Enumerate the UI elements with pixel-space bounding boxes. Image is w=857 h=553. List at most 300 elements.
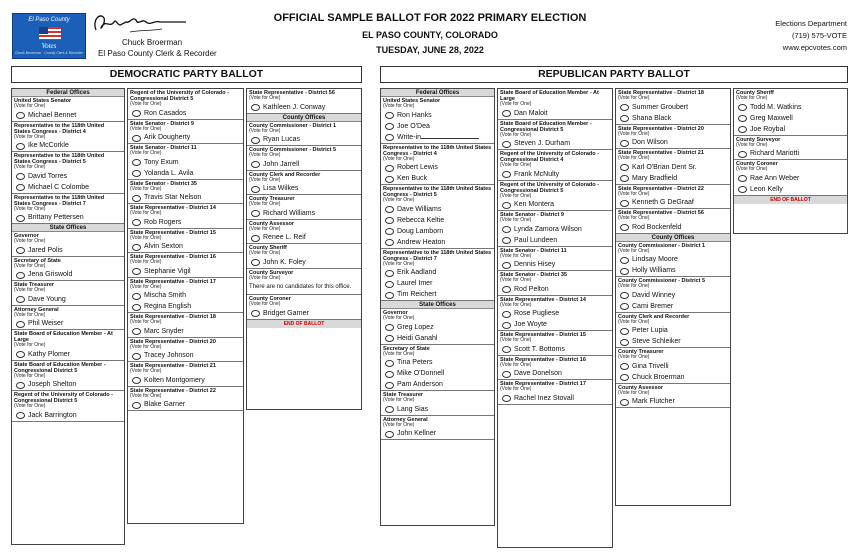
race-representative-to-the-118th-united-states-congress-district-7: [12, 194, 124, 225]
vote-for-one-label: (Vote for One): [500, 217, 532, 223]
vote-for-one-label: (Vote for One): [500, 277, 532, 283]
vote-for-one-label: (Vote for One): [500, 361, 532, 368]
race-title: State Representative - District 16: [130, 254, 216, 260]
candidate-option[interactable]: Tony Exum: [130, 157, 241, 168]
race-state-representative-district-18: [128, 313, 243, 338]
race-title: State Senator - District 35: [500, 272, 567, 278]
vote-for-one-label: (Vote for One): [14, 372, 46, 379]
candidate-option[interactable]: Yolanda L. Avila: [130, 168, 241, 179]
democratic-ballot-banner: DEMOCRATIC PARTY BALLOT: [11, 66, 362, 83]
race-title: Representative to the 118th United States Congress - District 4: [383, 144, 492, 157]
vote-for-one-label: (Vote for One): [500, 252, 532, 259]
race-title: State Board of Education Member - Congressional District 5: [14, 361, 106, 374]
race-title: Attorney General: [14, 306, 59, 313]
candidate-option[interactable]: Karl O'Brian Dent Sr.: [618, 162, 728, 173]
race-state-senator-district-9: [498, 211, 612, 247]
candidate-option[interactable]: Ken Montera: [500, 199, 610, 210]
dem-ballot-column-2: [127, 88, 244, 524]
race-secretary-of-state: [381, 345, 494, 392]
vote-for-one-label: (Vote for One): [383, 260, 415, 267]
candidate-option[interactable]: Bridget Garner: [249, 308, 359, 319]
race-title: Representative to the 118th United States Congress - District 7: [383, 249, 492, 262]
race-title: County Sheriff: [249, 245, 287, 251]
race-title: State Representative - District 15: [500, 332, 586, 338]
race-title: State Board of Education Member - At Large: [14, 331, 113, 343]
county-logo: [12, 13, 86, 59]
race-attorney-general: [12, 306, 124, 331]
race-title: County Treasurer: [618, 349, 664, 355]
candidate-option[interactable]: Ron Hanks: [383, 110, 492, 121]
race-title: United States Senator: [14, 98, 72, 104]
end-of-ballot-label: END OF BALLOT: [247, 320, 361, 328]
candidate-option[interactable]: Cami Bremer: [618, 301, 728, 312]
phone-number: (719) 575-VOTE: [791, 31, 847, 40]
candidate-option[interactable]: Joe Roybal: [736, 124, 845, 135]
candidate-option[interactable]: Laurel Imer: [383, 278, 492, 289]
candidate-option[interactable]: Don Wilson: [618, 137, 728, 148]
race-state-representative-district-56: [616, 209, 730, 234]
race-state-senator-district-35: [128, 180, 243, 205]
vote-for-one-label: (Vote for One): [618, 130, 650, 137]
vote-for-one-label: (Vote for One): [618, 155, 650, 161]
candidate-option[interactable]: Robert Lewis: [383, 162, 492, 173]
vote-for-one-label: (Vote for One): [14, 287, 46, 293]
ballot-county: EL PASO COUNTY, COLORADO: [362, 30, 498, 40]
candidate-option[interactable]: Leon Kelly: [736, 184, 845, 195]
race-title: County Assessor: [618, 384, 664, 391]
race-title: Attorney General: [383, 416, 428, 423]
candidate-option[interactable]: Tracey Johnson: [130, 350, 241, 361]
candidate-option[interactable]: Dennis Hisey: [500, 259, 610, 270]
race-title: County Clerk and Recorder: [618, 313, 690, 320]
candidate-option[interactable]: Jared Polis: [14, 245, 122, 256]
race-title: State Board of Education Member - At Large: [500, 90, 599, 102]
race-county-surveyor: [247, 269, 361, 296]
race-county-treasurer: [616, 348, 730, 384]
vote-for-one-label: (Vote for One): [14, 103, 46, 109]
vote-for-one-label: (Vote for One): [500, 131, 532, 138]
race-title: County Commissioner - District 1: [618, 242, 706, 249]
race-title: County Commissioner - District 1: [249, 122, 337, 129]
vote-for-one-label: (Vote for One): [249, 176, 281, 183]
race-title: Governor: [14, 233, 39, 239]
race-county-commissioner-district-1: [247, 122, 361, 147]
candidate-option[interactable]: Ryan Lucas: [249, 134, 359, 145]
candidate-option[interactable]: Rob Rogers: [130, 217, 241, 228]
section-header-county-offices: County Offices: [616, 234, 730, 242]
candidate-option[interactable]: Renee L. Reif: [249, 232, 359, 243]
race-title: State Representative - District 18: [130, 314, 216, 320]
candidate-option[interactable]: Greg Maxwell: [736, 113, 845, 124]
race-state-representative-district-56: [247, 89, 361, 114]
vote-for-one-label: (Vote for One): [130, 210, 162, 216]
race-title: State Representative - District 20: [618, 125, 704, 132]
race-state-board-of-education-member-at-large: [12, 330, 124, 361]
race-title: Governor: [383, 310, 408, 316]
vote-for-one-label: (Vote for One): [383, 155, 415, 162]
vote-for-one-label: (Vote for One): [130, 319, 162, 325]
race-state-representative-district-22: [128, 387, 243, 412]
candidate-option[interactable]: Kathleen J. Conway: [249, 102, 359, 113]
candidate-option[interactable]: Joe O'Dea: [383, 121, 492, 132]
vote-for-one-label: (Vote for One): [130, 283, 162, 290]
candidate-option[interactable]: Scott T. Bottoms: [500, 344, 610, 355]
vote-for-one-label: (Vote for One): [130, 392, 162, 399]
race-county-commissioner-district-5: [616, 277, 730, 313]
vote-for-one-label: (Vote for One): [130, 368, 162, 374]
vote-for-one-label: (Vote for One): [736, 95, 768, 101]
race-state-representative-district-20: [616, 125, 730, 150]
logo-sub-text: Chuck Broerman · County Clerk & Recorder: [14, 51, 84, 55]
race-title: Representative to the 118th United States Congress - District 7: [14, 194, 105, 207]
vote-for-one-label: (Vote for One): [14, 133, 46, 140]
candidate-option[interactable]: Jena Griswold: [14, 269, 122, 280]
rep-ballot-column-1: [380, 88, 495, 526]
candidate-option[interactable]: Dave Williams: [383, 204, 492, 215]
race-title: State Representative - District 56: [249, 90, 335, 96]
candidate-option[interactable]: Andrew Heaton: [383, 237, 492, 248]
vote-for-one-label: (Vote for One): [249, 274, 281, 281]
candidate-option[interactable]: Frank McNulty: [500, 169, 610, 180]
candidate-option[interactable]: John Kellner: [383, 428, 492, 439]
candidate-option[interactable]: Tim Reichert: [383, 289, 492, 300]
race-state-board-of-education-member-congressional-district-5: [498, 120, 612, 151]
race-title: County Coroner: [736, 161, 778, 167]
race-title: County Surveyor: [736, 136, 781, 143]
vote-for-one-label: (Vote for One): [500, 101, 532, 107]
ballot-header: [0, 0, 857, 62]
write-in-line[interactable]: [421, 132, 479, 139]
elections-department: Elections Department: [775, 19, 847, 28]
race-title: State Senator - District 11: [130, 145, 197, 151]
race-united-states-senator: [12, 97, 124, 122]
vote-for-one-label: (Vote for One): [618, 318, 650, 325]
race-title: County Treasurer: [249, 196, 295, 202]
race-title: State Senator - District 9: [130, 120, 194, 127]
rep-ballot-column-3: [615, 88, 731, 506]
vote-for-one-label: (Vote for One): [618, 354, 650, 360]
race-state-board-of-education-member-at-large: [498, 89, 612, 120]
candidate-option[interactable]: Greg Lopez: [383, 322, 492, 333]
vote-for-one-label: (Vote for One): [14, 403, 46, 409]
vote-for-one-label: (Vote for One): [618, 190, 650, 197]
clerk-name: Chuck Broerman: [122, 38, 183, 47]
candidate-option[interactable]: Tina Peters: [383, 357, 492, 368]
ballot-title: OFFICIAL SAMPLE BALLOT FOR 2022 PRIMARY ELECTION: [273, 12, 587, 24]
race-state-representative-district-16: [498, 356, 612, 381]
candidate-option[interactable]: Doug Lamborn: [383, 226, 492, 237]
rep-ballot-column-2: [497, 88, 613, 548]
race-title: State Treasurer: [383, 392, 424, 398]
vote-for-one-label: (Vote for One): [14, 205, 46, 212]
vote-for-one-label: (Vote for One): [383, 397, 415, 403]
candidate-option[interactable]: David Torres: [14, 171, 122, 182]
race-regent-of-the-university-of-colorado-congressional-district-5: [498, 181, 612, 212]
race-representative-to-the-118th-united-states-congress-district-5: [12, 152, 124, 194]
candidate-option[interactable]: Dave Young: [14, 294, 122, 305]
race-title: State Representative - District 22: [618, 185, 704, 192]
candidate-option[interactable]: Marc Snyder: [130, 326, 241, 337]
race-representative-to-the-118th-united-states-congress-district-4: [12, 122, 124, 153]
candidate-option[interactable]: Dave Donelson: [500, 368, 610, 379]
race-state-representative-district-21: [128, 362, 243, 387]
candidate-option[interactable]: Lynda Zamora Wilson: [500, 224, 610, 235]
vote-for-one-label: (Vote for One): [618, 215, 650, 221]
race-county-clerk-and-recorder: [247, 171, 361, 196]
vote-for-one-label: (Vote for One): [14, 262, 46, 269]
vote-for-one-label: (Vote for One): [130, 125, 162, 132]
race-state-senator-district-9: [128, 120, 243, 145]
race-county-commissioner-district-5: [247, 146, 361, 171]
vote-for-one-label: (Vote for One): [383, 350, 415, 357]
race-title: State Representative - District 22: [130, 387, 216, 394]
race-title: Representative to the 118th United States Congress - District 4: [14, 122, 105, 135]
race-state-treasurer: [12, 281, 124, 306]
vote-for-one-label: (Vote for One): [130, 150, 162, 156]
race-state-senator-district-11: [498, 247, 612, 272]
race-title: State Representative - District 15: [130, 229, 216, 236]
candidate-option[interactable]: Rachel Inez Stovall: [500, 393, 610, 404]
ballot-date: TUESDAY, JUNE 28, 2022: [376, 45, 484, 55]
race-regent-of-the-university-of-colorado-congressional-district-5: [128, 89, 243, 120]
vote-for-one-label: (Vote for One): [249, 95, 281, 101]
no-candidates-note: There are no candidates for this office.: [249, 284, 352, 290]
race-title: County Commissioner - District 5: [249, 147, 337, 153]
race-united-states-senator: [381, 97, 494, 144]
vote-for-one-label: (Vote for One): [130, 234, 162, 241]
race-governor: [381, 309, 494, 345]
race-state-board-of-education-member-congressional-district-5: [12, 361, 124, 392]
race-title: Representative to the 118th United States Congress - District 5: [383, 186, 492, 198]
race-state-representative-district-17: [498, 380, 612, 405]
race-state-representative-district-17: [128, 278, 243, 314]
race-attorney-general: [381, 416, 494, 441]
candidate-option[interactable]: Alvin Sexton: [130, 241, 241, 252]
section-header-county-offices: County Offices: [247, 114, 361, 122]
section-header-state-offices: State Offices: [381, 301, 494, 309]
race-title: Regent of the University of Colorado - Congressional District 5: [130, 90, 230, 102]
candidate-option[interactable]: Blake Garner: [130, 399, 241, 410]
section-header-federal-offices: Federal Offices: [381, 89, 494, 97]
race-title: County Assessor: [249, 220, 295, 227]
vote-for-one-label: (Vote for One): [14, 311, 46, 318]
race-county-coroner: [734, 160, 847, 196]
race-county-assessor: [616, 384, 730, 409]
candidate-option[interactable]: Lang Sias: [383, 404, 492, 415]
candidate-option[interactable]: Rose Pugliese: [500, 308, 610, 319]
race-county-coroner: [247, 295, 361, 320]
candidate-option[interactable]: Stephanie Vigil: [130, 266, 241, 277]
race-county-surveyor: [734, 136, 847, 161]
clerk-title: El Paso County Clerk & Recorder: [98, 49, 217, 58]
candidate-option[interactable]: Summer Groubert: [618, 102, 728, 113]
race-county-clerk-and-recorder: [616, 313, 730, 349]
vote-for-one-label: (Vote for One): [130, 259, 162, 265]
candidate-option[interactable]: Pam Anderson: [383, 379, 492, 390]
vote-for-one-label: (Vote for One): [500, 337, 532, 343]
race-state-senator-district-11: [128, 144, 243, 180]
vote-for-one-label: (Vote for One): [618, 95, 650, 101]
vote-for-one-label: (Vote for One): [130, 185, 162, 192]
race-title: County Sheriff: [736, 90, 774, 96]
candidate-option[interactable]: Holly Williams: [618, 265, 728, 276]
candidate-option[interactable]: Richard Mariotti: [736, 148, 845, 159]
race-title: State Board of Education Member - Congressional District 5: [500, 120, 592, 133]
race-state-representative-district-15: [498, 331, 612, 356]
rep-ballot-column-4: [733, 88, 848, 234]
race-governor: [12, 232, 124, 257]
race-representative-to-the-118th-united-states-congress-district-4: [381, 144, 494, 186]
candidate-option[interactable]: Gina Trivelli: [618, 361, 728, 372]
logo-main-text: Votes: [41, 42, 57, 50]
vote-for-one-label: (Vote for One): [500, 162, 532, 168]
candidate-option[interactable]: Brittany Pettersen: [14, 212, 122, 223]
candidate-option[interactable]: Travis Star Nelson: [130, 192, 241, 203]
candidate-option[interactable]: Erik Aadland: [383, 267, 492, 278]
candidate-option[interactable]: Jack Barrington: [14, 410, 122, 421]
candidate-option[interactable]: Kathy Plomer: [14, 349, 122, 360]
candidate-option[interactable]: Richard Williams: [249, 208, 359, 219]
race-state-representative-district-14: [498, 296, 612, 332]
race-secretary-of-state: [12, 257, 124, 282]
race-state-senator-district-35: [498, 271, 612, 296]
vote-for-one-label: (Vote for One): [500, 386, 532, 392]
candidate-option[interactable]: Lisa Wilkes: [249, 183, 359, 194]
vote-for-one-label: (Vote for One): [249, 250, 281, 256]
candidate-option[interactable]: Kenneth G DeGraaf: [618, 197, 728, 208]
logo-top-text: El Paso County: [28, 17, 70, 23]
candidate-option[interactable]: Peter Lupia: [618, 325, 728, 336]
vote-for-one-label: (Vote for One): [130, 101, 162, 107]
race-county-sheriff: [734, 89, 847, 136]
end-of-ballot-label: END OF BALLOT: [734, 196, 847, 204]
race-title: State Treasurer: [14, 282, 55, 288]
candidate-option[interactable]: Michael C Colombe: [14, 182, 122, 193]
vote-for-one-label: (Vote for One): [249, 301, 281, 307]
dem-ballot-column-3: [246, 88, 362, 410]
race-county-sheriff: [247, 244, 361, 269]
candidate-option[interactable]: Paul Lundeen: [500, 235, 610, 246]
race-county-treasurer: [247, 195, 361, 220]
candidate-option[interactable]: Rod Pelton: [500, 284, 610, 295]
vote-for-one-label: (Vote for One): [383, 103, 415, 109]
vote-for-one-label: (Vote for One): [383, 315, 415, 321]
section-header-state-offices: State Offices: [12, 224, 124, 232]
candidate-option[interactable]: Mischa Smith: [130, 290, 241, 301]
race-title: State Representative - District 16: [500, 356, 586, 363]
race-title: State Representative - District 56: [618, 210, 704, 216]
vote-for-one-label: (Vote for One): [14, 238, 46, 244]
race-title: Regent of the University of Colorado - Congressional District 5: [14, 392, 114, 404]
vote-for-one-label: (Vote for One): [249, 127, 281, 134]
write-in-option[interactable]: [383, 132, 492, 143]
race-county-assessor: [247, 220, 361, 245]
race-title: Secretary of State: [14, 257, 61, 264]
candidate-option[interactable]: Heidi Ganahl: [383, 333, 492, 344]
race-state-representative-district-14: [128, 204, 243, 229]
candidate-option[interactable]: Phil Weiser: [14, 318, 122, 329]
race-title: State Senator - District 35: [130, 180, 197, 187]
dem-ballot-column-1: [11, 88, 125, 545]
candidate-option[interactable]: Kolten Montgomery: [130, 375, 241, 386]
race-title: State Representative - District 14: [130, 205, 216, 211]
vote-for-one-label: (Vote for One): [500, 192, 532, 199]
candidate-option[interactable]: Chuck Broerman: [618, 372, 728, 383]
race-regent-of-the-university-of-colorado-congressional-district-4: [498, 150, 612, 181]
race-regent-of-the-university-of-colorado-congressional-district-5: [12, 391, 124, 422]
race-county-commissioner-district-1: [616, 242, 730, 278]
race-title: Secretary of State: [383, 345, 430, 352]
vote-for-one-label: (Vote for One): [736, 141, 768, 148]
vote-for-one-label: (Vote for One): [249, 225, 281, 232]
race-title: State Representative - District 18: [618, 90, 704, 96]
section-header-federal-offices: Federal Offices: [12, 89, 124, 97]
race-title: State Representative - District 17: [500, 381, 586, 387]
clerk-signature: [90, 10, 190, 38]
race-title: State Representative - District 21: [130, 363, 216, 369]
race-state-representative-district-22: [616, 185, 730, 210]
race-title: County Surveyor: [249, 269, 294, 276]
vote-for-one-label: (Vote for One): [249, 201, 281, 207]
candidate-option[interactable]: Steve Schleiker: [618, 336, 728, 347]
vote-for-one-label: (Vote for One): [249, 152, 281, 158]
race-state-representative-district-16: [128, 253, 243, 278]
race-state-representative-district-20: [128, 338, 243, 363]
candidate-option[interactable]: Regina English: [130, 301, 241, 312]
candidate-option[interactable]: Rod Bockenfeld: [618, 222, 728, 233]
website-link[interactable]: www.epcvotes.com: [782, 43, 847, 52]
candidate-option[interactable]: Mary Bradfield: [618, 173, 728, 184]
candidate-option[interactable]: Joseph Shelton: [14, 379, 122, 390]
race-state-representative-district-15: [128, 229, 243, 254]
candidate-option[interactable]: Ken Buck: [383, 173, 492, 184]
vote-for-one-label: (Vote for One): [14, 342, 46, 348]
race-title: State Representative - District 20: [130, 338, 216, 345]
candidate-option[interactable]: David Winney: [618, 290, 728, 301]
race-title: United States Senator: [383, 98, 441, 104]
race-title: State Senator - District 9: [500, 212, 564, 218]
candidate-option[interactable]: Steven J. Durham: [500, 138, 610, 149]
candidate-option[interactable]: Arik Dougherty: [130, 132, 241, 143]
candidate-option[interactable]: Ron Casados: [130, 108, 241, 119]
candidate-option[interactable]: Rae Ann Weber: [736, 173, 845, 184]
candidate-option[interactable]: Joe Woyte: [500, 319, 610, 330]
candidate-option[interactable]: Michael Bennet: [14, 110, 122, 121]
candidate-option[interactable]: Mark Flutcher: [618, 396, 728, 407]
candidate-option[interactable]: John K. Foley: [249, 257, 359, 268]
race-representative-to-the-118th-united-states-congress-district-7: [381, 249, 494, 302]
flag-icon: [39, 27, 61, 40]
vote-for-one-label: (Vote for One): [14, 164, 46, 170]
candidate-option[interactable]: Shana Black: [618, 113, 728, 124]
candidate-option[interactable]: Lindsay Moore: [618, 254, 728, 265]
race-title: County Clerk and Recorder: [249, 171, 321, 178]
race-title: Regent of the University of Colorado - Congressional District 4: [500, 151, 600, 163]
race-title: County Coroner: [249, 296, 291, 302]
race-title: County Commissioner - District 5: [618, 278, 706, 284]
candidate-option[interactable]: Ike McCorkle: [14, 140, 122, 151]
vote-for-one-label: (Vote for One): [618, 247, 650, 254]
vote-for-one-label: (Vote for One): [383, 197, 415, 203]
candidate-option[interactable]: Mike O'Donnell: [383, 368, 492, 379]
republican-ballot-banner: REPUBLICAN PARTY BALLOT: [380, 66, 848, 83]
race-representative-to-the-118th-united-states-congress-district-5: [381, 185, 494, 249]
race-state-representative-district-18: [616, 89, 730, 125]
candidate-option[interactable]: John Jarrell: [249, 159, 359, 170]
candidate-option[interactable]: Todd M. Watkins: [736, 102, 845, 113]
candidate-option[interactable]: Rebecca Keltie: [383, 215, 492, 226]
candidate-option[interactable]: Dan Maloit: [500, 108, 610, 119]
